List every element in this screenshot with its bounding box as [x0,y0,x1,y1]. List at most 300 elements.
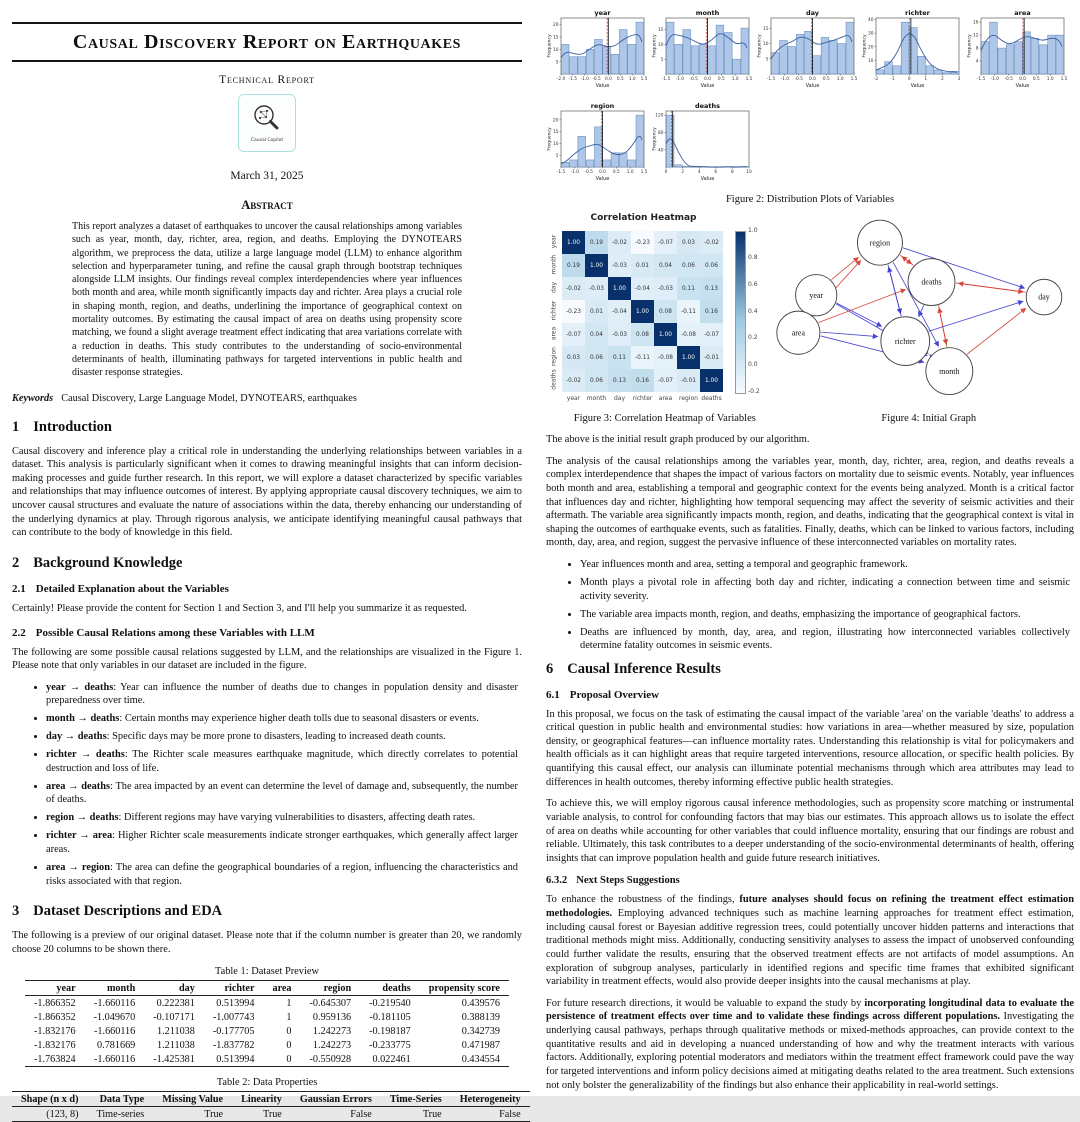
table-cell: 0.781669 [85,1038,145,1052]
graph-edge-day-deaths [959,283,1026,292]
data-properties-table [12,1091,530,1122]
svg-text:Frequency: Frequency [652,127,658,151]
page-title: Causal Discovery Report on Earthquakes [12,31,522,54]
svg-text:day: day [806,9,820,17]
graph-node-label: year [809,291,823,300]
column-header: month [85,981,145,996]
svg-text:Value: Value [701,83,715,89]
proposal-paragraph-2: To achieve this, we will employ rigorous causal inference methodologies, such as propensity score matching or instrumental variable analysis, to control for confounding factors that may bias our estimates. This approach allows us to isolate the effect of area on deaths while accounting for other variables that could influence mortality, ensuring that our findings are robust and reliable. Ultimately, this task contributes to a deeper understanding of the socio-environmental determinants of health, offering insights that can improve population health and guide future research initiatives. [546,797,1074,865]
heatmap-cell: 0.11 [608,346,631,369]
column-header: region [301,981,361,996]
svg-text:-0.5: -0.5 [584,169,593,175]
section-2-1-heading: 2.1 Detailed Explanation about the Variables [12,583,522,595]
heatmap-cell: 1.00 [631,300,654,323]
svg-text:10: 10 [746,169,752,175]
table-cell: False [291,1107,381,1122]
heatmap-cell: -0.03 [585,277,608,300]
svg-text:0: 0 [908,76,911,82]
heatmap-cell: 1.00 [608,277,631,300]
table-cell: 1 [263,1010,300,1024]
heatmap-cell: -0.07 [562,323,585,346]
svg-text:20: 20 [868,44,874,50]
table-cell: -1.837782 [204,1038,264,1052]
svg-text:15: 15 [658,27,664,33]
svg-text:area: area [1014,9,1030,17]
svg-text:0: 0 [665,169,668,175]
svg-text:6: 6 [714,169,717,175]
relation-head: richter → area [46,830,112,841]
table-cell: -1.763824 [25,1052,85,1067]
heatmap-col-label: day [608,395,631,402]
causal-relation-item: • year → deaths: Year can influence the number of deaths due to changes in population density and disaster preparedness over time. [46,681,522,708]
finding-item: • The variable area impacts month, region, and deaths, emphasizing the importance of geographical factors. [580,608,1074,622]
table-cell: 0.471987 [420,1038,509,1052]
heatmap-cell: 0.01 [631,254,654,277]
svg-text:15: 15 [763,26,769,32]
svg-text:1.5: 1.5 [1061,76,1068,82]
table-cell: -1.425381 [144,1052,204,1067]
heatmap-row-label: area [551,318,558,348]
column-header: deaths [360,981,420,996]
heatmap-cell: -0.02 [562,369,585,392]
table-cell: -0.219540 [360,996,420,1011]
left-column [12,22,522,1122]
heatmap-cell: -0.03 [608,254,631,277]
heatmap-row-label: day [551,272,558,302]
heatmap-cell: -0.02 [562,277,585,300]
heatmap-cell: -0.01 [677,369,700,392]
heatmap-row-label: region [551,341,558,371]
svg-text:Value: Value [1016,83,1030,89]
figure-captions [546,413,1074,424]
svg-text:1.0: 1.0 [627,169,634,175]
heatmap-cell: 0.13 [700,277,723,300]
relation-head: area → deaths [46,781,110,792]
heatmap-cell: 1.00 [654,323,677,346]
svg-text:8: 8 [976,46,979,52]
heatmap-col-label: area [654,395,677,402]
heatmap-cell: -0.03 [608,323,631,346]
table-cell: -1.660116 [85,996,145,1011]
svg-text:8: 8 [731,169,734,175]
section-6-heading: 6 Causal Inference Results [546,661,1074,678]
svg-text:40: 40 [658,147,664,153]
heatmap-cell: 0.08 [654,300,677,323]
relation-head: area → region [46,862,110,873]
causal-graph [774,213,1074,413]
abstract-text: This report analyzes a dataset of earthquakes to uncover the causal relationships among variables such as year, month, day, richter, area, region, and deaths. Employing the DYNOTEARS algorithm, we preprocess the data, utilize a large language model (LLM) to enhance algorithm selection and hyperparameter tuning, and refine the causal graph through bootstrap techniques alongside LLM insights. Our findings reveal complex interdependencies where year influences both month and area, while month significantly impacts day and richter. Area plays a crucial role in shaping month, region, and deaths, underlining the importance of geographical context on mortality outcomes. By estimating the causal impact of area on deaths using propensity score matching, we found a slight average treatment effect indicating that area variations correlate with a reduction in deaths. This study contributes to the understanding of socio-environmental determinants of health, illuminating pathways for targeted interventions in public health and disaster response strategies. [72,220,462,380]
proposal-paragraph-1: In this proposal, we focus on the task of estimating the causal impact of the variable 'area' on the variable 'deaths' to address a critical question in public health and environmental studies: how variations in area—whether measured by size, population density, or geographical features—can influence mortality rates. Understanding this relationship is vital for policymakers and health officials as it can highlight areas that require targeted interventions, resource allocation, or specific health policies. By quantifying this causal effect, our analysis can illuminate potential mechanisms through which area attributes may lead to differences in health outcomes, thereby informing effective public health strategies. [546,708,1074,790]
table-cell: -1.660116 [85,1024,145,1038]
svg-text:-1.0: -1.0 [676,76,685,82]
svg-text:2: 2 [941,76,944,82]
heatmap-colorbar [735,231,746,394]
section-3-body: The following is a preview of our original dataset. Please note that if the column number is greater than 20, we randomly choose 20 columns to be shown there. [12,929,522,956]
relation-head: year → deaths [46,682,113,693]
table-cell: 0.342739 [420,1024,509,1038]
table-cell: -1.866352 [25,1010,85,1024]
svg-text:20: 20 [553,117,559,123]
heatmap-col-label: deaths [700,395,723,402]
graph-node-label: month [939,367,959,376]
table-row [25,996,509,1011]
column-header: Gaussian Errors [291,1092,381,1107]
svg-text:10: 10 [658,42,664,48]
svg-text:-1.5: -1.5 [662,76,671,82]
causal-relations-list [12,681,522,888]
findings-list [546,558,1074,653]
table-row [25,1038,509,1052]
section-2-heading: 2 Background Knowledge [12,555,522,572]
heatmap-cell: 0.06 [677,254,700,277]
column-header: day [144,981,204,996]
column-header: year [25,981,85,996]
svg-text:10: 10 [763,41,769,47]
causal-relation-item: • area → deaths: The area impacted by an event can determine the level of damage and, subsequently, the number of deaths. [46,780,522,807]
graph-node-label: region [870,238,890,247]
svg-text:1.0: 1.0 [837,76,844,82]
svg-text:-1.5: -1.5 [557,169,566,175]
heatmap-cell: 0.16 [700,300,723,323]
svg-text:Value: Value [806,83,820,89]
svg-text:15: 15 [553,129,559,135]
graph-node-label: deaths [921,278,941,287]
svg-text:year: year [594,9,611,17]
relation-head: region → deaths [46,812,119,823]
graph-edge-month-day [967,309,1026,355]
heatmap-cell: 0.08 [631,323,654,346]
table-cell: Time-series [87,1107,153,1122]
svg-text:0.5: 0.5 [718,76,725,82]
title-rule-top [12,22,522,24]
histogram-day [756,8,861,97]
svg-text:0.0: 0.0 [704,76,711,82]
colorbar-tick: 0.8 [748,254,758,261]
svg-text:0.5: 0.5 [617,76,624,82]
table-cell: 0.513994 [204,1052,264,1067]
svg-text:120: 120 [655,113,663,119]
svg-text:1.5: 1.5 [641,76,648,82]
heatmap-cell: 0.06 [585,346,608,369]
svg-text:0.5: 0.5 [613,169,620,175]
svg-text:Frequency: Frequency [862,34,868,58]
column-header: Heterogeneity [451,1092,530,1107]
heatmap-cell: -0.03 [654,277,677,300]
figure-2-caption: Figure 2: Distribution Plots of Variables [546,194,1074,205]
table-cell: -0.181105 [360,1010,420,1024]
dataset-preview-table [25,980,509,1067]
table-cell: -1.660116 [85,1052,145,1067]
svg-text:5: 5 [556,59,559,65]
svg-text:0.0: 0.0 [605,76,612,82]
svg-text:0.5: 0.5 [1033,76,1040,82]
svg-text:Frequency: Frequency [547,34,553,58]
section-1-body: Causal discovery and inference play a critical role in understanding the underlying relationships between variables in a dataset. This analysis is particularly significant when it comes to drawing meaningful insights that can inform decision-making processes and guide further research. In this report, we will explore a dataset characterized by specific variables and relationships that may influence outcomes of interest. By applying appropriate causal discovery techniques, we aim to uncover causal structures and evaluate the nature of associations within the data, thereby enhancing our understanding of the underlying dynamics at play. Through rigorous analysis, we anticipate identifying meaningful causal pathways that can contribute to the body of knowledge in this field. [12,445,522,540]
table-cell: -1.866352 [25,996,85,1011]
svg-text:0.0: 0.0 [599,169,606,175]
right-column [546,8,1074,1100]
heatmap-cell: 0.19 [585,231,608,254]
svg-text:3: 3 [958,76,961,82]
svg-text:15: 15 [553,35,559,41]
heatmap-cell: -0.07 [654,369,677,392]
causal-relation-item: • month → deaths: Certain months may experience higher death tolls due to seasonal disasters or events. [46,712,522,726]
heatmap-cell: -0.07 [700,323,723,346]
table-cell: 1.211038 [144,1024,204,1038]
heatmap-cell: 0.06 [585,369,608,392]
table-row [12,1107,530,1122]
table-cell: 1.242273 [301,1038,361,1052]
date: March 31, 2025 [12,170,522,182]
svg-text:-1.0: -1.0 [991,76,1000,82]
table-cell: 0.388139 [420,1010,509,1024]
heatmap-cell: -0.04 [608,300,631,323]
heatmap-cell: -0.08 [677,323,700,346]
colorbar-tick: 0.2 [748,334,758,341]
section-6-3-2-heading: 6.3.2 Next Steps Suggestions [546,875,1074,886]
abstract-heading: Abstract [12,198,522,213]
svg-text:10: 10 [553,47,559,53]
colorbar-tick: 0.4 [748,308,758,315]
svg-text:-1.5: -1.5 [767,76,776,82]
table-cell: 0.513994 [204,996,264,1011]
svg-text:-1: -1 [890,76,895,82]
histogram-year [546,8,651,97]
svg-text:16: 16 [973,20,979,26]
causal-relation-item: • richter → deaths: The Richter scale measures earthquake magnitude, which directly correlates to potential destruction and loss of life. [46,748,522,775]
next-steps-paragraph-2: For future research directions, it would be valuable to expand the study by incorporating longitudinal data to evaluate the persistence of treatment effects over time and to validate these findings across different populations. Investigating the underlying causal pathways, perhaps through qualitative methods or mixed-methods approaches, can provide context to the quantitative results and aid in developing a nuanced understanding of how and why the treatment interacts with various factors. Additionally, exploring potential moderators and mediators within the treatment effect framework could pave the way for targeted interventions and inform policy decisions aimed at mitigating deaths related to the area treatment. Such extensions not only bolster the generalizability of the findings but also enhance their applicability in real-world settings. [546,997,1074,1092]
heatmap-cell: -0.11 [631,346,654,369]
svg-text:1: 1 [924,76,927,82]
svg-text:richter: richter [905,9,930,17]
svg-text:-1.0: -1.0 [781,76,790,82]
table-cell: -1.049670 [85,1010,145,1024]
relation-head: day → deaths [46,731,107,742]
svg-text:-1.0: -1.0 [581,76,590,82]
svg-text:1.0: 1.0 [732,76,739,82]
graph-edge-area-richter [821,332,877,336]
heatmap-col-label: year [562,395,585,402]
table-row [25,1052,509,1067]
table-cell: 0 [263,1038,300,1052]
column-header: Shape (n x d) [12,1092,87,1107]
histogram-deaths [651,101,756,190]
section-2-1-body: Certainly! Please provide the content for Section 1 and Section 3, and I'll help you summarize it as requested. [12,602,522,616]
table-cell: -0.233775 [360,1038,420,1052]
svg-text:0.5: 0.5 [823,76,830,82]
figure-2-histogram-grid [546,8,1074,190]
svg-text:4: 4 [976,59,979,65]
relation-head: month → deaths [46,713,119,724]
column-header: area [263,981,300,996]
heatmap-cell: -0.23 [631,231,654,254]
svg-text:-0.5: -0.5 [1004,76,1013,82]
heatmap-cell: 0.13 [608,369,631,392]
table-cell: 1.242273 [301,1024,361,1038]
section-3-heading: 3 Dataset Descriptions and EDA [12,903,522,920]
svg-text:-0.5: -0.5 [592,76,601,82]
correlation-heatmap [546,213,774,413]
graph-node-label: richter [895,337,916,346]
figure-3-caption: Figure 3: Correlation Heatmap of Variables [546,413,784,424]
graph-edge-richter-day [929,301,1023,331]
heatmap-cell: 0.16 [631,369,654,392]
finding-item: • Year influences month and area, setting a temporal and geographic framework. [580,558,1074,572]
heatmap-cell: 0.04 [654,254,677,277]
graph-edge-deaths-region [902,257,913,266]
table-cell: 0 [263,1052,300,1067]
table-cell: 0.439576 [420,996,509,1011]
section-2-2-heading: 2.2 Possible Causal Relations among these Variables with LLM [12,627,522,639]
logo-label: Causal Copilot [251,138,283,143]
report-type-label: Technical Report [12,74,522,86]
logo [12,94,522,152]
table-2-caption: Table 2: Data Properties [12,1077,522,1088]
table-cell: -0.198187 [360,1024,420,1038]
causal-relations-intro: The following are some possible causal relations suggested by LLM, and the relationships are visualized in the Figure 1. Please note that only variables in our dataset are included in the figure. [12,646,522,673]
table-cell: -0.550928 [301,1052,361,1067]
table-cell: -0.107171 [144,1010,204,1024]
table-cell: 0.959136 [301,1010,361,1024]
heatmap-row-label: deaths [551,364,558,394]
table-1-caption: Table 1: Dataset Preview [12,966,522,977]
colorbar-tick: 0.6 [748,281,758,288]
histogram-richter [861,8,966,97]
causal-relation-item: • area → region: The area can define the geographical boundaries of a region, influencing the characteristics and risks associated with that region. [46,861,522,888]
heatmap-cell: -0.11 [677,300,700,323]
table-cell: -1.832176 [25,1024,85,1038]
table-cell: -0.645307 [301,996,361,1011]
table-cell: True [232,1107,291,1122]
heatmap-row-label: richter [551,295,558,325]
finding-item: • Month plays a pivotal role in affecting both day and richter, indicating a connection between time and seismic activity severity. [580,576,1074,603]
svg-text:month: month [696,9,720,17]
svg-text:0.0: 0.0 [1019,76,1026,82]
svg-text:5: 5 [661,57,664,63]
heatmap-cell: 1.00 [562,231,585,254]
table-cell: False [451,1107,530,1122]
figure-4-caption: Figure 4: Initial Graph [784,413,1074,424]
svg-text:0.0: 0.0 [809,76,816,82]
histogram-month [651,8,756,97]
section-6-1-heading: 6.1 Proposal Overview [546,689,1074,701]
logo-box [238,94,296,152]
graph-edge-year-region [831,258,858,280]
svg-text:Frequency: Frequency [652,34,658,58]
heatmap-row-label: month [551,249,558,279]
next-steps-paragraph-1: To enhance the robustness of the findings, future analyses should focus on refining the treatment effect estimation methodologies. Employing advanced techniques such as machine learning approaches for treatment effect estimation, including causal forest or Bayesian additive regression trees, could potentially uncover hidden patterns and interactions that traditional methods might miss. Additionally, conducting sensitivity analyses to assess the impact of unobserved confounding could further validate the results, ensuring that the observed treatment effects are not artifacts of model assumptions. An exploration of subgroup analyses, particularly in identified regions and specific time frames that exhibited significant variability in treatment effects, would also provide deeper insights into the causal mechanisms at play. [546,893,1074,988]
heatmap-cell: 0.19 [562,254,585,277]
svg-text:Value: Value [701,176,715,182]
table-cell: 0.434554 [420,1052,509,1067]
svg-text:Value: Value [911,83,925,89]
heatmap-cell: 0.03 [677,231,700,254]
column-header: richter [204,981,264,996]
svg-text:10: 10 [553,141,559,147]
svg-text:10: 10 [868,58,874,64]
svg-text:40: 40 [868,17,874,23]
causal-relation-item: • region → deaths: Different regions may have varying vulnerabilities to disasters, affecting death rates. [46,811,522,825]
causal-relation-item: • day → deaths: Specific days may be more prone to disasters, leading to increased death counts. [46,730,522,744]
above-graph-note: The above is the initial result graph produced by our algorithm. [546,433,1074,447]
svg-text:deaths: deaths [695,102,720,110]
svg-text:20: 20 [553,22,559,28]
heatmap-cell: 0.04 [585,323,608,346]
section-1-heading: 1 Introduction [12,419,522,436]
svg-text:-0.5: -0.5 [794,76,803,82]
svg-text:Value: Value [596,176,610,182]
svg-text:1.0: 1.0 [1047,76,1054,82]
colorbar-tick: 1.0 [748,227,758,234]
finding-item: • Deaths are influenced by month, day, area, and region, illustrating how interconnected variables collectively determine fatality outcomes in seismic events. [580,626,1074,653]
svg-text:-1.5: -1.5 [977,76,986,82]
svg-text:4: 4 [698,169,701,175]
column-header: Linearity [232,1092,291,1107]
heatmap-col-label: region [677,395,700,402]
table-cell: 0.022461 [360,1052,420,1067]
svg-text:1.0: 1.0 [629,76,636,82]
svg-text:-1.0: -1.0 [571,169,580,175]
heatmap-cell: -0.08 [654,346,677,369]
column-header: Time-Series [381,1092,451,1107]
table-cell: 1.211038 [144,1038,204,1052]
analysis-paragraph: The analysis of the causal relationships among the variables year, month, day, richter, area, region, and deaths reveals a complex interdependence that shapes the impact of various factors on mortality due to seismic events. Notably, year influences both month and area, establishing a temporal and geographic context for the events being analyzed. Month is a critical factor that influences day and richter, highlighting how temporal sequencing may affect the severity of seismic activities and their aftermath. The variable area significantly impacts month, region, and deaths, indicating that the geographical context is vital in shaping the outcomes of earthquake events, such as fatalities. Finally, deaths, which can be linked to various factors, including month, day, area, and region, suggest the pervasive influence of these interconnected variables on mortality rates. [546,455,1074,550]
table-cell: True [381,1107,451,1122]
heatmap-row-label: year [551,226,558,256]
title-rule-bottom [12,60,522,62]
causal-relation-item: • richter → area: Higher Richter scale measurements indicate stronger earthquakes, which generally affect larger areas. [46,829,522,856]
histogram-area [966,8,1071,97]
heatmap-cell: -0.04 [631,277,654,300]
svg-text:Frequency: Frequency [757,34,763,58]
colorbar-tick: 0.0 [748,361,758,368]
graph-edge-year-richter [836,303,881,326]
svg-text:-2: -2 [874,76,879,82]
heatmap-cell: -0.23 [562,300,585,323]
table-cell: -0.177705 [204,1024,264,1038]
svg-text:2: 2 [681,169,684,175]
svg-text:-0.5: -0.5 [689,76,698,82]
svg-text:30: 30 [868,31,874,37]
svg-text:1.5: 1.5 [851,76,858,82]
svg-text:Frequency: Frequency [967,34,973,58]
table-cell: -1.007743 [204,1010,264,1024]
svg-text:-2.0: -2.0 [557,76,566,82]
heatmap-cell: -0.02 [700,231,723,254]
table-cell: (123, 8) [12,1107,87,1122]
keywords-line: Keywords Causal Discovery, Large Language Model, DYNOTEARS, earthquakes [12,393,522,404]
heatmap-col-label: richter [631,395,654,402]
magnifier-network-icon [250,103,284,137]
svg-text:1.5: 1.5 [746,76,753,82]
table-cell: 0.222381 [144,996,204,1011]
svg-text:5: 5 [766,56,769,62]
heatmap-cell: 0.01 [585,300,608,323]
graph-node-label: area [792,328,806,337]
heatmap-cell: 0.11 [677,277,700,300]
svg-text:5: 5 [556,153,559,159]
svg-text:80: 80 [658,130,664,136]
heatmap-cell: -0.02 [608,231,631,254]
heatmap-cell: 1.00 [700,369,723,392]
column-header: Missing Value [153,1092,232,1107]
table-row [25,1024,509,1038]
heatmap-cell: -0.07 [654,231,677,254]
table-cell: True [153,1107,232,1122]
table-row [25,1010,509,1024]
svg-text:Value: Value [596,83,610,89]
heatmap-col-label: month [585,395,608,402]
